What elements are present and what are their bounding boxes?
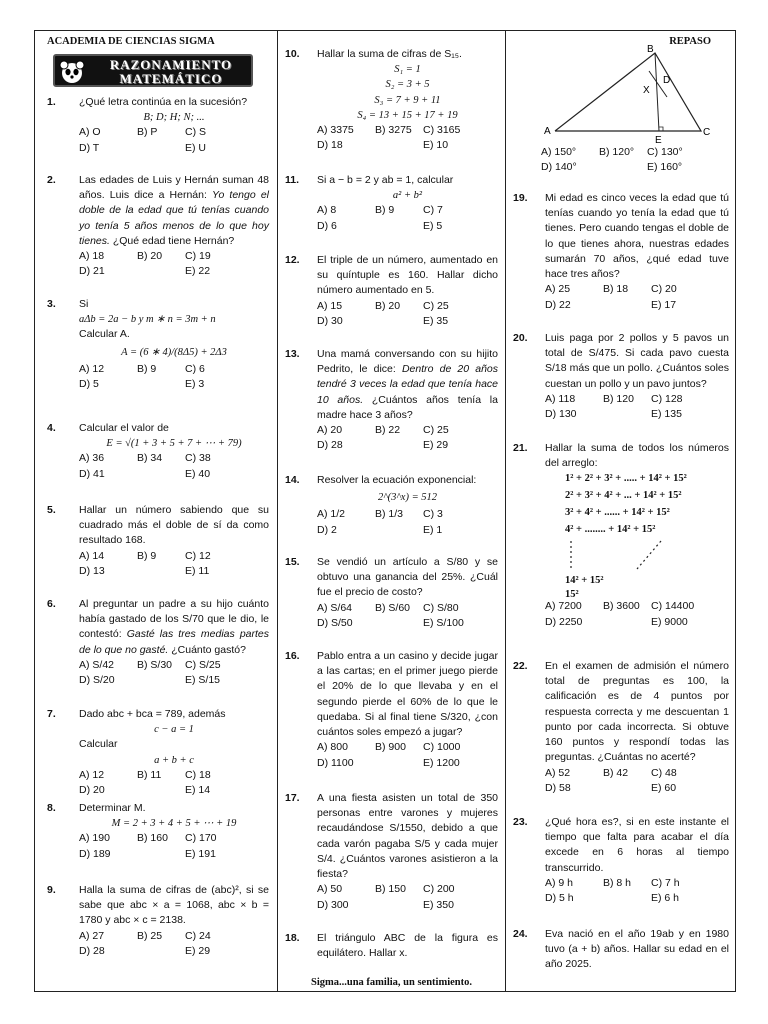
question-1 — [47, 95, 269, 156]
question-text: Pablo entra a un casino y decide jugar a las cartas; en el primer juego pierde el 20% de lo que llevaba y en el segundo pierde el 60% de lo que le quedaba. Si al final tiene S/320, ¿con cuántos soles empezó a jugar? — [317, 650, 498, 739]
column-divider — [277, 31, 278, 991]
question-number: 2. — [47, 174, 56, 186]
option-e: E) S/15 — [185, 674, 221, 687]
option-b: B) 20 — [137, 250, 163, 263]
question-number: 14. — [285, 474, 300, 486]
sum-4: S₄ = 13 + 15 + 17 + 19 — [357, 109, 458, 121]
option-a: A) 27 — [79, 929, 105, 942]
question-18 — [285, 931, 498, 961]
option-b: B) 160 — [137, 832, 168, 845]
option-b: B) 1/3 — [375, 508, 404, 521]
question-text: Resolver la ecuación exponencial: — [317, 474, 477, 486]
option-c: C) S — [185, 126, 206, 139]
option-b: B) 25 — [137, 929, 163, 942]
option-a: A) 800 — [317, 741, 348, 754]
option-e: E) 60 — [651, 781, 677, 794]
option-a: A) 50 — [317, 883, 343, 896]
option-e: E) 3 — [185, 378, 205, 391]
question-17 — [285, 791, 498, 913]
option-d: D) 2 — [317, 523, 337, 536]
option-d: D) 22 — [545, 298, 571, 311]
question-text: En el examen de admisión el número total de preguntas es 100, la calificación es de 4 puntos por respuesta correcta y me descuentan 1 punto por cada incorrecta. Si obtuve 160 puntos y respondí todas las preguntas. ¿Cuántas no acerté? — [545, 660, 729, 764]
option-d: D) 21 — [79, 265, 105, 278]
sum-1: S₁ = 1 — [394, 64, 421, 76]
option-c: C) 7 — [423, 204, 443, 217]
question-number: 7. — [47, 708, 56, 720]
option-c: C) 6 — [185, 362, 205, 375]
question-text: El triple de un número, aumentado en su quíntuple es 160. Hallar dicho número aumentado en 5. — [317, 254, 498, 297]
option-e: E) 10 — [423, 139, 449, 152]
option-a: A) S/42 — [79, 658, 115, 671]
option-c: C) 3165 — [423, 124, 461, 137]
option-e: E) 350 — [423, 898, 454, 911]
option-a: A) 25 — [545, 283, 571, 296]
question-number: 21. — [513, 442, 528, 454]
array-row-2: 2² + 3² + 4² + ... + 14² + 15² — [565, 490, 682, 502]
option-a: A) 9 h — [545, 876, 574, 889]
question-7 — [47, 707, 269, 798]
option-b: B) 42 — [603, 766, 629, 779]
option-e: E) 29 — [185, 944, 211, 957]
question-22 — [513, 659, 729, 796]
option-b: B) 900 — [375, 741, 406, 754]
option-d: D) 1100 — [317, 756, 354, 769]
question-8 — [47, 801, 269, 862]
option-c: C) 48 — [651, 766, 677, 779]
question-9 — [47, 883, 269, 959]
option-c: C) 38 — [185, 452, 211, 465]
option-e: E) 9000 — [651, 615, 688, 628]
question-20 — [513, 331, 729, 422]
option-d: D) 300 — [317, 898, 349, 911]
question-15 — [285, 555, 498, 631]
option-b: B) 8 h — [603, 876, 632, 889]
option-a: A) 150° — [541, 146, 577, 158]
expression: 2^(3^x) = 512 — [377, 492, 438, 504]
sheet-label: REPASO — [669, 36, 711, 47]
option-b: B) 9 — [375, 204, 395, 217]
array-row-penultimate: 14² + 15² — [565, 575, 604, 587]
option-e: E) 1200 — [423, 756, 460, 769]
option-b: B) 150 — [375, 883, 406, 896]
question-text: Hallar la suma de cifras de S₁₅. — [317, 48, 462, 60]
option-c: C) 25 — [423, 299, 449, 312]
option-e: E) 1 — [423, 523, 443, 536]
sequence: B; D; H; N; ... — [143, 112, 205, 124]
option-c: C) 12 — [185, 549, 211, 562]
option-e: E) 135 — [651, 408, 682, 421]
option-d: D) 58 — [545, 781, 571, 794]
question-text: Dado abc + bca = 789, además — [79, 708, 226, 720]
option-e: E) 191 — [185, 847, 216, 860]
option-e: E) 6 h — [651, 892, 680, 905]
option-a: A) 3375 — [317, 124, 354, 137]
option-e: E) 17 — [651, 298, 677, 311]
question-text: Hallar la suma de todos los números del arreglo: — [545, 442, 729, 470]
option-d: D) 20 — [79, 784, 105, 797]
question-23 — [513, 815, 729, 906]
school-name: ACADEMIA DE CIENCIAS SIGMA — [47, 36, 215, 47]
option-b: B) 20 — [375, 299, 401, 312]
option-e: E) 40 — [185, 467, 211, 480]
point-label-e: E — [655, 135, 662, 146]
sum-2: S₂ = 3 + 5 — [385, 79, 430, 91]
question-number: 18. — [285, 932, 300, 944]
question-2 — [47, 173, 269, 280]
question-number: 4. — [47, 422, 56, 434]
question-text: A una fiesta asisten un total de 350 personas entre varones y mujeres recaudándose S/1550, debido a que cada varón pagaba S/5 y cada mujer S/4. ¿Cuántos varones asistieron a la fiesta? — [317, 792, 498, 881]
column-divider — [505, 31, 506, 991]
option-e: E) 160° — [647, 161, 683, 174]
option-a: A) 118 — [545, 392, 576, 405]
option-c: C) S/25 — [185, 658, 221, 671]
question-text: El triángulo ABC de la figura es equilátero. Hallar x. — [317, 932, 498, 960]
option-d: D) 18 — [317, 139, 343, 152]
question-5 — [47, 503, 269, 579]
option-b: B) 11 — [137, 768, 162, 781]
column-3 — [513, 31, 729, 991]
option-e: E) 22 — [185, 265, 211, 278]
option-a: A) 18 — [79, 250, 105, 263]
question-number: 23. — [513, 816, 528, 828]
question-number: 17. — [285, 792, 300, 804]
option-c: C) 25 — [423, 424, 449, 437]
expression: E = √(1 + 3 + 5 + 7 + ⋯ + 79) — [106, 438, 242, 450]
banner-line-2: MATEMÁTICO — [119, 71, 223, 86]
option-a: A) S/64 — [317, 601, 353, 614]
question-text: Al preguntar un padre a su hijo cuánto había gastado de los S/70 que le dio, le contestó: Gasté las tres medias partes de lo que no gasté. ¿Cuánto gastó? — [79, 598, 270, 656]
question-13 — [285, 347, 498, 454]
sum-3: S₃ = 7 + 9 + 11 — [374, 94, 441, 106]
question-number: 10. — [285, 48, 300, 60]
question-text: Luis paga por 2 pollos y 5 pavos un total de S/475. Si cada pavo cuesta S/18 más que un pollo. ¿Cuántos soles cuestan un pollo y un pavo juntos? — [545, 332, 729, 390]
triangle-figure — [541, 43, 711, 147]
option-e: E) 14 — [185, 784, 211, 797]
option-d: D) 189 — [79, 847, 111, 860]
question-text: Calcular el valor de — [79, 422, 169, 434]
option-b: B) 34 — [137, 452, 163, 465]
option-e: E) S/100 — [423, 616, 464, 629]
array-row-4: 4² + ........ + 14² + 15² — [565, 523, 656, 535]
question-21 — [513, 441, 729, 630]
option-a: A) 14 — [79, 549, 105, 562]
question-text: Si — [79, 298, 89, 310]
option-e: E) 5 — [423, 219, 443, 232]
option-d: D) S/50 — [317, 616, 353, 629]
option-d: D) 30 — [317, 314, 343, 327]
array-row-last: 15² — [565, 589, 579, 601]
question-text: Se vendió un artículo a S/80 y se obtuvo una ganancia del 25%. ¿Cuál fue el precio de costo? — [317, 556, 498, 599]
option-d: D) T — [79, 141, 100, 154]
option-c: C) 128 — [651, 392, 683, 405]
question-number: 9. — [47, 884, 56, 896]
option-e: E) 35 — [423, 314, 449, 327]
option-d: D) 28 — [79, 944, 105, 957]
question-12 — [285, 253, 498, 329]
footer-slogan: Sigma...una familia, un sentimiento. — [310, 977, 473, 988]
option-b: B) 3600 — [603, 600, 640, 613]
option-b: B) 22 — [375, 424, 401, 437]
question-number: 19. — [513, 192, 528, 204]
option-c: C) 1000 — [423, 741, 461, 754]
question-text: Eva nació en el año 19ab y en 1980 tuvo (a + b) años. Hallar su edad en el año 2025. — [545, 928, 729, 971]
option-e: E) 29 — [423, 439, 449, 452]
question-14 — [285, 473, 498, 538]
option-d: D) S/20 — [79, 674, 115, 687]
option-a: A) O — [79, 126, 101, 139]
option-c: C) 19 — [185, 250, 211, 263]
point-label-d: D — [663, 75, 671, 86]
option-b: B) 9 — [137, 549, 157, 562]
question-number: 1. — [47, 96, 56, 108]
option-c: C) S/80 — [423, 601, 459, 614]
question-3 — [47, 297, 269, 392]
option-e: E) U — [185, 141, 206, 154]
option-b: B) S/30 — [137, 658, 173, 671]
option-c: C) 200 — [423, 883, 455, 896]
option-c: C) 14400 — [651, 600, 695, 613]
option-a: A) 12 — [79, 362, 105, 375]
option-d: D) 28 — [317, 439, 343, 452]
expression: a + b + c — [154, 754, 194, 766]
column-2 — [285, 31, 498, 991]
option-d: D) 5 h — [545, 892, 574, 905]
question-number: 24. — [513, 928, 528, 940]
angle-label-x: X — [643, 85, 650, 96]
option-a: A) 8 — [317, 204, 337, 217]
option-b: B) 3275 — [375, 124, 412, 137]
option-d: D) 5 — [79, 378, 99, 391]
option-e: E) 11 — [185, 564, 210, 577]
question-text: Halla la suma de cifras de (abc)², si se sabe que abc × a = 1068, abc × b = 1780 y abc × c = 2138. — [79, 884, 269, 927]
option-b: B) 120 — [603, 392, 634, 405]
question-10 — [285, 47, 498, 154]
question-19 — [513, 191, 729, 313]
option-d: D) 13 — [79, 564, 105, 577]
exam-sheet — [34, 30, 736, 992]
ellipsis-dots — [565, 539, 675, 573]
question-4 — [47, 421, 269, 482]
question-number: 15. — [285, 556, 300, 568]
question-prompt: Calcular A. — [79, 328, 130, 341]
question-number: 5. — [47, 504, 56, 516]
question-text: Hallar un número sabiendo que su cuadrado más el doble de sí da como resultado 168. — [79, 504, 269, 547]
array-row-3: 3² + 4² + ...... + 14² + 15² — [565, 507, 670, 519]
array-row-1: 1² + 2² + 3² + ..... + 14² + 15² — [565, 473, 687, 485]
option-a: A) 52 — [545, 766, 571, 779]
question-number: 11. — [285, 174, 300, 186]
expression: A = (6 ∗ 4)/(8Δ5) + 2Δ3 — [121, 346, 227, 358]
option-b: B) 120° — [599, 146, 635, 158]
option-d: D) 140° — [541, 161, 577, 174]
question-prompt: Calcular — [79, 738, 118, 751]
option-d: D) 2250 — [545, 615, 583, 628]
question-text: Si a − b = 2 y ab = 1, calcular — [317, 174, 454, 186]
option-c: C) 170 — [185, 832, 217, 845]
option-c: C) 24 — [185, 929, 211, 942]
question-number: 12. — [285, 254, 300, 266]
banner-line-1: RAZONAMIENTO — [109, 57, 233, 72]
question-number: 16. — [285, 650, 300, 662]
question-18-options — [513, 145, 729, 175]
option-a: A) 20 — [317, 424, 343, 437]
column-1 — [47, 31, 269, 991]
question-number: 6. — [47, 598, 56, 610]
expression: a² + b² — [392, 190, 423, 202]
question-number: 20. — [513, 332, 528, 344]
option-a: A) 1/2 — [317, 508, 346, 521]
condition: c − a = 1 — [154, 724, 194, 736]
option-c: C) 130° — [647, 146, 683, 158]
vertex-label-b: B — [647, 44, 654, 55]
question-text: ¿Qué hora es?, si en este instante el tiempo que falta para acabar el día excede en 6 horas al tiempo transcurrido. — [545, 816, 729, 874]
option-a: A) 7200 — [545, 600, 582, 613]
question-6 — [47, 597, 269, 688]
expression: M = 2 + 3 + 4 + 5 + ⋯ + 19 — [111, 818, 237, 830]
vertex-label-c: C — [703, 127, 711, 138]
question-text: Una mamá conversando con su hijito Pedrito, le dice: Dentro de 20 años tendré 3 veces la edad que tenía hace 10 años. ¿Cuántos años tenía la madre hace 3 años? — [317, 348, 498, 421]
option-a: A) 36 — [79, 452, 105, 465]
question-text: Mi edad es cinco veces la edad que tú tenías cuando yo tenía la edad que tú tienes. Pero cuando tengas el doble de lo que tienes ahora, nuestras edades sumarán 70 años, ¿qué edad tuve hace tres años? — [545, 192, 729, 281]
option-c: C) 20 — [651, 283, 677, 296]
option-c: C) 3 — [423, 508, 443, 521]
question-text: Las edades de Luis y Hernán suman 48 años. Luis dice a Hernán: Yo tengo el doble de la edad que tú tenías cuando yo tenía 5 años menos de lo que hoy tienes. ¿Qué edad tiene Hernán? — [79, 174, 269, 247]
question-number: 22. — [513, 660, 528, 672]
vertex-label-a: A — [544, 126, 551, 137]
option-d: D) 6 — [317, 219, 337, 232]
option-c: C) 7 h — [651, 876, 680, 889]
option-c: C) 18 — [185, 768, 211, 781]
option-d: D) 41 — [79, 467, 105, 480]
option-a: A) 12 — [79, 768, 105, 781]
question-text: ¿Qué letra continúa en la sucesión? — [79, 96, 248, 108]
option-d: D) 130 — [545, 408, 577, 421]
option-a: A) 15 — [317, 299, 343, 312]
option-b: B) P — [137, 126, 158, 139]
question-16 — [285, 649, 498, 771]
option-b: B) 9 — [137, 362, 157, 375]
option-a: A) 190 — [79, 832, 110, 845]
question-number: 3. — [47, 298, 56, 310]
option-b: B) S/60 — [375, 601, 411, 614]
question-number: 8. — [47, 802, 56, 814]
question-text: Determinar M. — [79, 802, 146, 814]
question-11 — [285, 173, 498, 234]
question-24 — [513, 927, 729, 973]
question-number: 13. — [285, 348, 300, 360]
definitions: aΔb = 2a − b y m ∗ n = 3m + n — [79, 314, 216, 326]
option-b: B) 18 — [603, 283, 629, 296]
